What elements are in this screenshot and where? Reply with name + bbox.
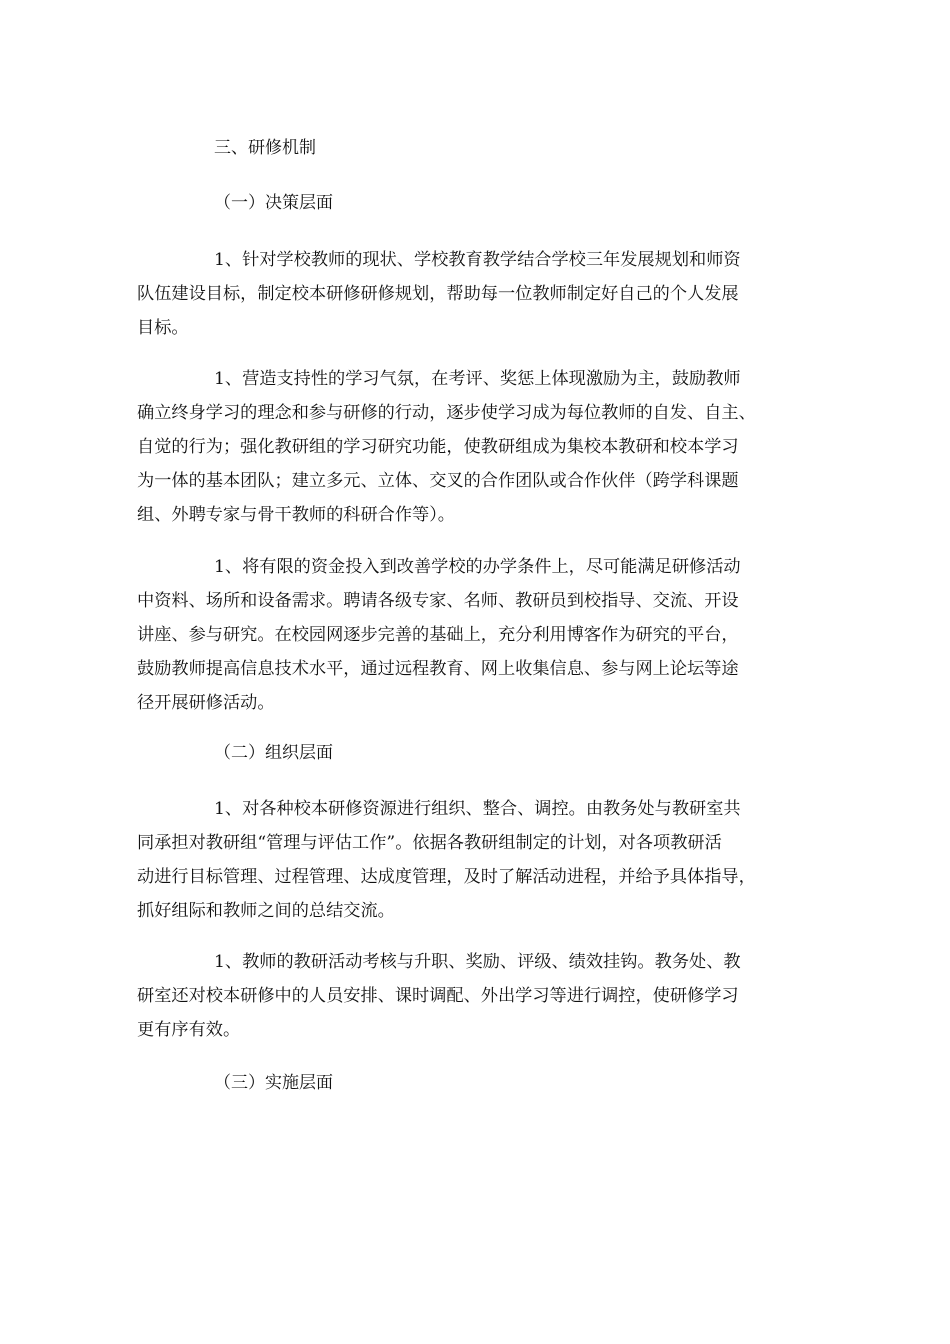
paragraph-line: 1、针对学校教师的现状、学校教育教学结合学校三年发展规划和师资 <box>214 250 741 270</box>
paragraph-line: 研室还对校本研修中的人员安排、课时调配、外出学习等进行调控，使研修学习 <box>137 986 739 1006</box>
paragraph-line: 同承担对教研组“管理与评估工作”。依据各教研组制定的计划，对各项教研活 <box>137 833 722 853</box>
paragraph-line: 组、外聘专家与骨干教师的科研合作等）。 <box>137 505 455 525</box>
paragraph-line: 中资料、场所和设备需求。聘请各级专家、名师、教研员到校指导、交流、开设 <box>137 591 739 611</box>
paragraph-decision-2 <box>137 362 817 532</box>
paragraph-line: 1、将有限的资金投入到改善学校的办学条件上，尽可能满足研修活动 <box>214 557 741 577</box>
paragraph-line: 鼓励教师提高信息技术水平，通过远程教育、网上收集信息、参与网上论坛等途 <box>137 659 739 679</box>
paragraph-line: 为一体的基本团队；建立多元、立体、交叉的合作团队或合作伙伴（跨学科课题 <box>137 471 739 491</box>
paragraph-organization-2 <box>137 945 817 1047</box>
paragraph-line: 动进行目标管理、过程管理、达成度管理，及时了解活动进程，并给予具体指导， <box>137 867 756 887</box>
subsection-title-decision: （一）决策层面 <box>214 193 333 213</box>
paragraph-line: 抓好组际和教师之间的总结交流。 <box>137 901 395 921</box>
paragraph-line: 讲座、参与研究。在校园网逐步完善的基础上，充分利用博客作为研究的平台， <box>137 625 739 645</box>
paragraph-decision-1 <box>137 243 817 345</box>
paragraph-line: 1、教师的教研活动考核与升职、奖励、评级、绩效挂钩。教务处、教 <box>214 952 741 972</box>
paragraph-line: 1、营造支持性的学习气氛，在考评、奖惩上体现激励为主，鼓励教师 <box>214 369 741 389</box>
subsection-title-organization: （二）组织层面 <box>214 743 333 763</box>
paragraph-line: 1、对各种校本研修资源进行组织、整合、调控。由教务处与教研室共 <box>214 799 741 819</box>
subsection-title-implementation: （三）实施层面 <box>214 1073 333 1093</box>
paragraph-decision-3 <box>137 550 817 720</box>
paragraph-line: 队伍建设目标，制定校本研修研修规划，帮助每一位教师制定好自己的个人发展 <box>137 284 739 304</box>
paragraph-line: 确立终身学习的理念和参与研修的行动，逐步使学习成为每位教师的自发、自主、 <box>137 403 756 423</box>
paragraph-organization-1 <box>137 792 817 928</box>
paragraph-line: 更有序有效。 <box>137 1020 241 1040</box>
paragraph-line: 目标。 <box>137 318 189 338</box>
paragraph-line: 径开展研修活动。 <box>137 693 275 713</box>
paragraph-line: 自觉的行为；强化教研组的学习研究功能，使教研组成为集校本教研和校本学习 <box>137 437 739 457</box>
section-title: 三、研修机制 <box>214 138 316 158</box>
